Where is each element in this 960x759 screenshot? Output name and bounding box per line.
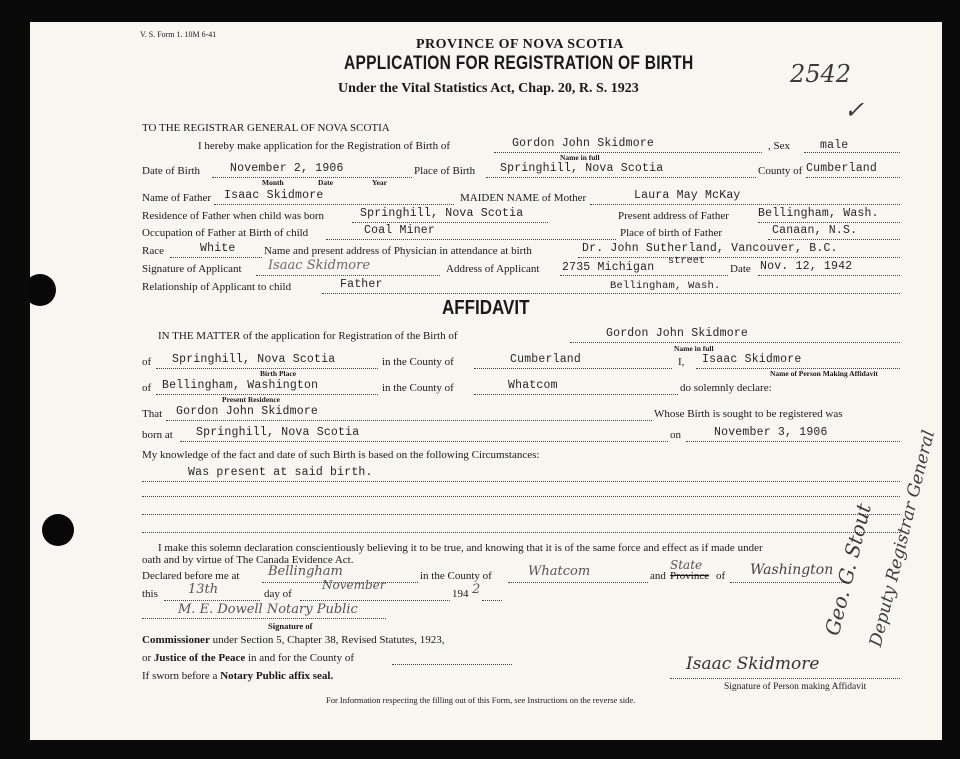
residence-label: Residence of Father when child was born bbox=[142, 210, 325, 222]
province-word: Province bbox=[670, 570, 710, 582]
declared-county-value: Whatcom bbox=[528, 564, 591, 579]
of-label: of bbox=[142, 356, 152, 368]
father-value: Isaac Skidmore bbox=[224, 189, 324, 202]
and-label: and bbox=[650, 570, 666, 582]
applicant-address-value: 2735 Michigan bbox=[562, 261, 655, 274]
in-county-label: in the County of bbox=[382, 356, 454, 368]
in-county-label-2: in the County of bbox=[382, 382, 454, 394]
dotted-line bbox=[474, 368, 672, 369]
form-subtitle: Under the Vital Statistics Act, Chap. 20, R. S. 1923 bbox=[338, 81, 639, 96]
check-mark-icon: ✓ bbox=[844, 96, 865, 124]
dob-label: Date of Birth bbox=[142, 165, 201, 177]
commissioner-line bbox=[142, 634, 444, 647]
dotted-line bbox=[494, 152, 762, 153]
year-label: 194 bbox=[452, 588, 469, 600]
affidavit-heading: AFFIDAVIT bbox=[442, 297, 530, 319]
residence-value: Springhill, Nova Scotia bbox=[360, 207, 524, 220]
applicant-address-city: Bellingham, Wash. bbox=[610, 280, 721, 292]
relationship-label: Relationship of Applicant to child bbox=[142, 281, 292, 293]
applicant-signature: Isaac Skidmore bbox=[268, 258, 371, 273]
father-label: Name of Father bbox=[142, 192, 212, 204]
day-of-label: day of bbox=[264, 588, 292, 600]
solemnly-label: do solemnly declare: bbox=[680, 382, 772, 394]
present-address-label: Present address of Father bbox=[618, 210, 729, 222]
mother-label: MAIDEN NAME of Mother bbox=[460, 192, 587, 204]
punch-hole-bottom bbox=[42, 514, 74, 546]
province-heading: PROVINCE OF NOVA SCOTIA bbox=[416, 37, 624, 52]
dotted-line bbox=[758, 275, 900, 276]
year-caption: Year bbox=[372, 178, 387, 187]
race-label: Race bbox=[142, 245, 164, 257]
this-label: this bbox=[142, 588, 158, 600]
form-title: APPLICATION FOR REGISTRATION OF BIRTH bbox=[344, 53, 694, 74]
declarant-signature: Isaac Skidmore bbox=[686, 654, 820, 674]
sex-value: male bbox=[820, 139, 849, 152]
relationship-value: Father bbox=[340, 278, 383, 291]
dotted-line bbox=[214, 204, 454, 205]
justice-label: Justice of the Peace bbox=[153, 652, 246, 664]
name-in-full-caption: Name in full bbox=[560, 153, 600, 162]
occupation-label: Occupation of Father at Birth of child bbox=[142, 227, 309, 239]
dotted-line bbox=[804, 152, 900, 153]
dotted-line bbox=[180, 441, 668, 442]
dotted-line bbox=[768, 239, 900, 240]
pob-value: Springhill, Nova Scotia bbox=[500, 162, 664, 175]
declared-label: Declared before me at bbox=[142, 570, 240, 582]
footer-note: For Information respecting the filling out of this Form, see Instructions on the reverse side. bbox=[326, 695, 636, 705]
form-number: V. S. Form 1. 10M 6-41 bbox=[140, 30, 217, 39]
justice-text: in and for the County of bbox=[248, 652, 355, 664]
margin-note-stout: Geo. G. Stout bbox=[820, 501, 876, 638]
dotted-line bbox=[170, 257, 262, 258]
pob-label: Place of Birth bbox=[414, 165, 476, 177]
dotted-line bbox=[166, 420, 652, 421]
occupation-value: Coal Miner bbox=[364, 224, 436, 237]
signature-caption: Signature of Person making Affidavit bbox=[724, 682, 867, 692]
date-label: Date bbox=[730, 263, 751, 275]
present-address-value: Bellingham, Wash. bbox=[758, 207, 879, 220]
day-value: 13th bbox=[188, 582, 219, 597]
father-pob-value: Canaan, N.S. bbox=[772, 224, 858, 237]
notary-label: Notary Public affix seal. bbox=[220, 670, 334, 682]
commissioner-label: Commissioner bbox=[142, 634, 210, 646]
month-caption: Month bbox=[262, 178, 284, 187]
that-name-value: Gordon John Skidmore bbox=[176, 405, 319, 418]
dotted-line bbox=[806, 177, 900, 178]
dotted-line bbox=[300, 600, 450, 601]
on-label: on bbox=[670, 429, 681, 441]
birth-place-value: Springhill, Nova Scotia bbox=[172, 353, 336, 366]
dotted-line bbox=[256, 275, 440, 276]
dotted-line bbox=[392, 664, 512, 665]
born-on-value: November 3, 1906 bbox=[714, 426, 828, 439]
born-at-label: born at bbox=[142, 429, 173, 441]
declarant-value: Isaac Skidmore bbox=[702, 353, 802, 366]
dotted-line bbox=[322, 293, 900, 294]
dotted-line bbox=[164, 600, 260, 601]
dotted-line bbox=[142, 481, 900, 482]
physician-label: Name and present address of Physician in attendance at birth bbox=[264, 245, 532, 257]
i-label: I, bbox=[678, 356, 685, 368]
physician-value: Dr. John Sutherland, Vancouver, B.C. bbox=[582, 242, 838, 255]
birth-county-value: Cumberland bbox=[510, 353, 582, 366]
declared-state-value: Washington bbox=[750, 562, 834, 578]
declarant-caption: Name of Person Making Affidavit bbox=[770, 369, 878, 378]
signature-of-caption: Signature of bbox=[268, 621, 313, 631]
sworn-text: If sworn before a bbox=[142, 670, 218, 682]
knowledge-label: My knowledge of the fact and date of such Birth is based on the following Circumstances: bbox=[142, 449, 540, 461]
dotted-line bbox=[686, 441, 900, 442]
matter-name-value: Gordon John Skidmore bbox=[606, 327, 749, 340]
residence-value: Bellingham, Washington bbox=[162, 379, 319, 392]
registration-number: 2542 bbox=[790, 60, 852, 88]
whose-birth-label: Whose Birth is sought to be registered was bbox=[654, 408, 843, 420]
hereby-label: I hereby make application for the Registration of Birth of bbox=[198, 140, 451, 152]
signature-label: Signature of Applicant bbox=[142, 263, 242, 275]
of-label-2: of bbox=[142, 382, 152, 394]
sex-label: , Sex bbox=[768, 140, 790, 152]
residence-county-value: Whatcom bbox=[508, 379, 558, 392]
justice-or: or bbox=[142, 652, 152, 664]
dotted-line bbox=[142, 496, 900, 497]
father-pob-label: Place of birth of Father bbox=[620, 227, 723, 239]
race-value: White bbox=[200, 242, 236, 255]
form-page bbox=[30, 22, 942, 740]
dotted-line bbox=[142, 514, 900, 515]
that-label: That bbox=[142, 408, 163, 420]
dotted-line bbox=[578, 257, 900, 258]
state-word: State bbox=[670, 558, 703, 572]
to-registrar: TO THE REGISTRAR GENERAL OF NOVA SCOTIA bbox=[142, 122, 390, 134]
dotted-line bbox=[352, 222, 548, 223]
county-value: Cumberland bbox=[806, 162, 878, 175]
dotted-line bbox=[142, 618, 386, 619]
sworn-line bbox=[142, 670, 333, 683]
justice-line bbox=[142, 652, 354, 665]
birth-place-caption: Birth Place bbox=[260, 369, 297, 378]
dob-value: November 2, 1906 bbox=[230, 162, 344, 175]
of-word: of bbox=[716, 570, 726, 582]
dotted-line bbox=[482, 600, 502, 601]
child-name-value: Gordon John Skidmore bbox=[512, 137, 655, 150]
dotted-line bbox=[570, 342, 900, 343]
applicant-address-label: Address of Applicant bbox=[446, 263, 540, 275]
circumstances-value: Was present at said birth. bbox=[188, 466, 373, 479]
applicant-address-street: street bbox=[668, 256, 706, 267]
dotted-line bbox=[508, 582, 648, 583]
declared-county-label: in the County of bbox=[420, 570, 492, 582]
dotted-line bbox=[486, 177, 756, 178]
matter-label: IN THE MATTER of the application for Registration of the Birth of bbox=[158, 330, 458, 342]
dotted-line bbox=[670, 678, 900, 679]
dotted-line bbox=[560, 275, 728, 276]
born-at-value: Springhill, Nova Scotia bbox=[196, 426, 360, 439]
county-label: County of bbox=[758, 165, 803, 177]
name-in-full-caption: Name in full bbox=[674, 344, 714, 353]
commissioner-text: under Section 5, Chapter 38, Revised Statutes, 1923, bbox=[212, 634, 445, 646]
dotted-line bbox=[326, 239, 616, 240]
declared-at-value: Bellingham bbox=[268, 564, 343, 579]
date-value: Nov. 12, 1942 bbox=[760, 260, 853, 273]
dotted-line bbox=[474, 394, 678, 395]
mother-value: Laura May McKay bbox=[634, 189, 741, 202]
commissioner-signature: M. E. Dowell Notary Public bbox=[178, 602, 358, 617]
declaration-line-1: I make this solemn declaration conscientiously believing it to be true, and knowing that it is of the same force and effect as if made under bbox=[158, 542, 763, 554]
dotted-line bbox=[758, 222, 900, 223]
punch-hole-top bbox=[30, 274, 56, 306]
residence-caption: Present Residence bbox=[222, 395, 280, 404]
year-digit: 2 bbox=[472, 582, 481, 597]
month-value: November bbox=[322, 578, 386, 592]
date-caption: Date bbox=[318, 178, 333, 187]
declaration-line-2: oath and by virtue of The Canada Evidence Act. bbox=[142, 554, 354, 566]
dotted-line bbox=[142, 532, 900, 533]
dotted-line bbox=[590, 204, 900, 205]
margin-note-deputy: Deputy Registrar General bbox=[866, 428, 940, 649]
